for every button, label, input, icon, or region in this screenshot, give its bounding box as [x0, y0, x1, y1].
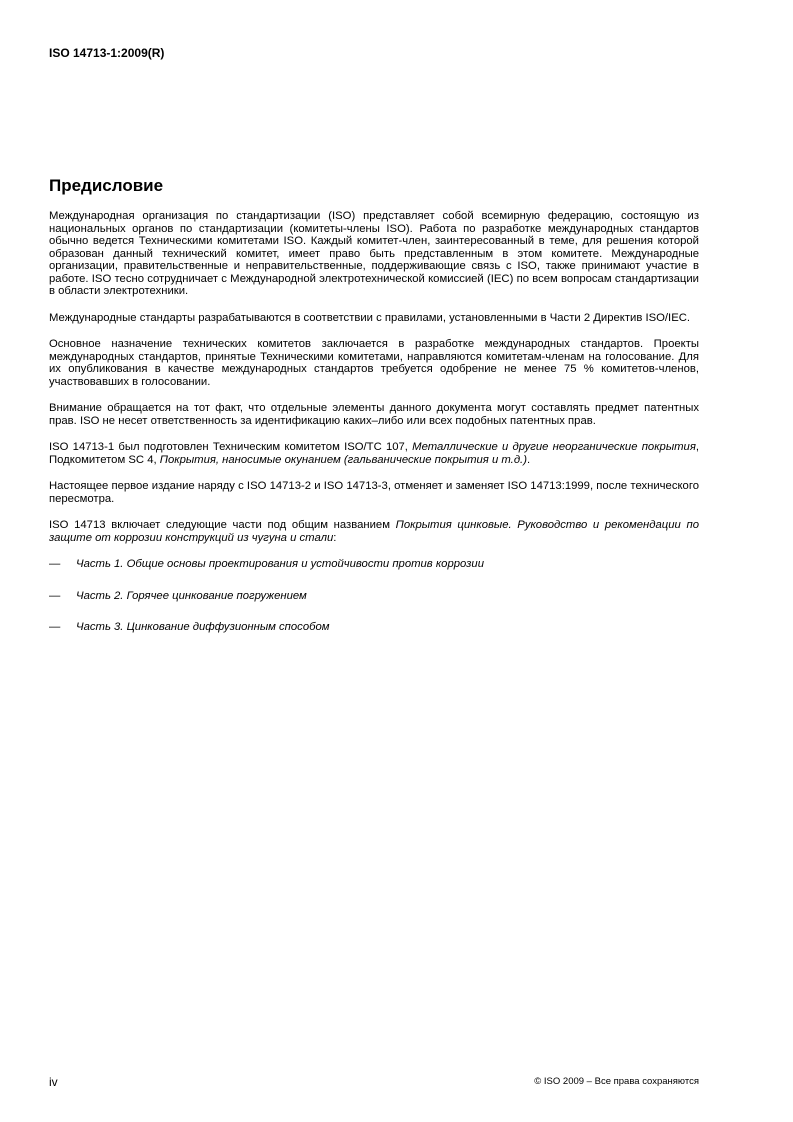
paragraph-edition: Настоящее первое издание наряду с ISO 14713-2 и ISO 14713-3, отменяет и заменяет ISO 14713:1999, после технического пересмотра.: [49, 480, 699, 505]
paragraph-patents: Внимание обращается на тот факт, что отдельные элементы данного документа могут составлять предмет патентных прав. ISO не несет ответственность за идентификацию каких–либо или всех подобных патентных прав.: [49, 402, 699, 427]
foreword-body: [49, 210, 699, 653]
subcommittee-text: , Подкомитетом SC 4,: [49, 441, 699, 466]
paragraph-committees: Основное назначение технических комитетов заключается в разработке международных стандартов. Проекты международных стандартов, принятые Техническими комитетами, направляются комитетам-членам на голосование. Для их опубликования в качестве международных стандартов требуется одобрение не менее 75 % комитетов-членов, участвовавших в голосовании.: [49, 338, 699, 388]
part-title: Часть 3. Цинкование диффузионным способом: [76, 621, 330, 633]
document-id: ISO 14713-1:2009(R): [49, 46, 165, 60]
list-item: [49, 558, 699, 571]
paragraph-parts-intro: [49, 519, 699, 544]
dash-bullet: —: [49, 558, 61, 570]
list-item: [49, 590, 699, 603]
series-title: Покрытия цинковые. Руководство и рекомендации по защите от коррозии конструкций из чугуна и стали: [49, 519, 699, 544]
paragraph-directives: Международные стандарты разрабатываются в соответствии с правилами, установленными в Части 2 Директив ISO/IEC.: [49, 311, 691, 324]
paragraph-iso-intro: Международная организация по стандартизации (ISO) представляет собой всемирную федерацию, состоящую из национальных органов по стандартизации (комитеты-члены ISO). Работа по разработке международных стандартов обычно ведется Техническими комитетами ISO. Каждый комитет-член, заинтересованный в теме, для решения которой образован данный технический комитет, имеет право быть представленным в этом комитете. Международные организации, правительственные и неправительственные, поддерживающие связь с ISO, также принимают участие в работе. ISO тесно сотрудничает с Международной электротехнической комиссией (IEC) по всем вопросам стандартизации в области электротехники.: [49, 210, 699, 297]
dash-bullet: —: [49, 589, 61, 602]
copyright-notice: © ISO 2009 – Все права сохраняются: [534, 1076, 699, 1087]
committee-title: Металлические и другие неорганические покрытия: [412, 441, 696, 453]
part-title: Часть 2. Горячее цинкование погружением: [76, 589, 307, 602]
list-item: [49, 621, 699, 634]
part-title: Часть 1. Общие основы проектирования и устойчивости против коррозии: [76, 558, 484, 570]
prepared-by-end: .: [526, 453, 531, 466]
dash-bullet: —: [49, 621, 61, 633]
parts-intro-text: ISO 14713 включает следующие части под общим названием: [49, 519, 396, 531]
parts-intro-end: :: [333, 531, 337, 544]
page-title: Предисловие: [49, 176, 164, 195]
paragraph-prepared-by: [49, 441, 699, 466]
prepared-by-text: ISO 14713-1 был подготовлен Техническим комитетом ISO/TC 107,: [49, 441, 413, 453]
parts-list: [49, 558, 699, 634]
subcommittee-title: Покрытия, наносимые окунанием (гальванические покрытия и т.д.): [159, 453, 527, 466]
page-number: iv: [49, 1075, 58, 1089]
